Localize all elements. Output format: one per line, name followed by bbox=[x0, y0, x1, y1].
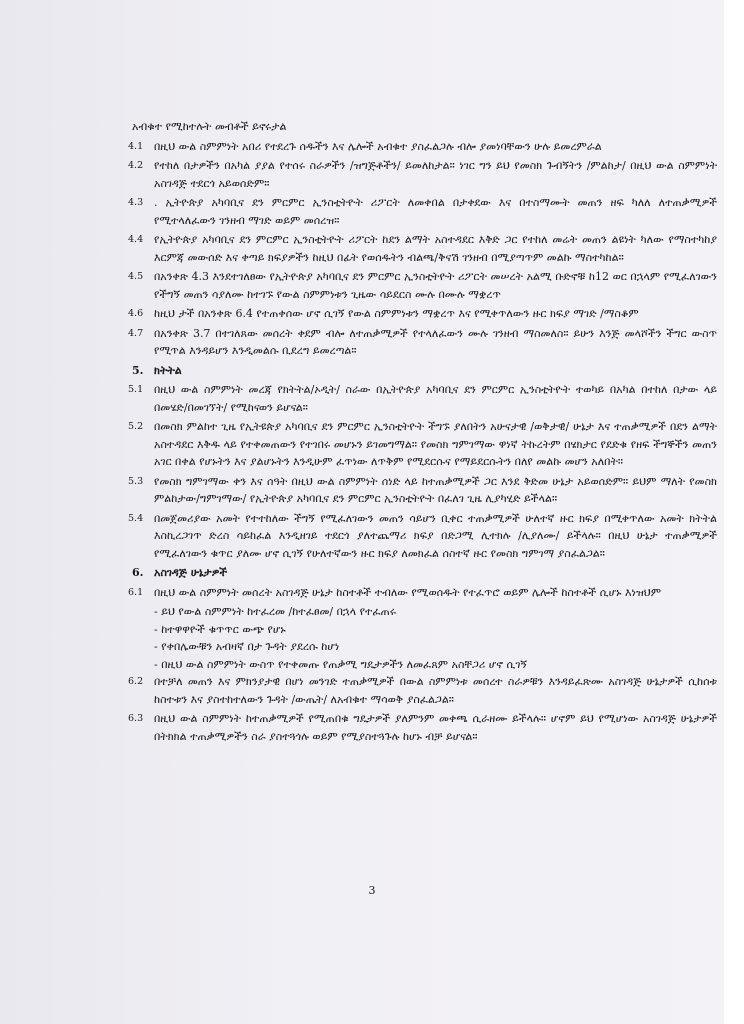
page-edge bbox=[724, 0, 744, 1024]
clause-4-6 bbox=[128, 305, 717, 323]
clause-6-1 bbox=[128, 584, 717, 602]
clause-text: በአንቀጽ 3.7 በተገለጸው መሰረት ቀደም ብሎ ለተጠቃሚዎች የተላለፈውን ሙሉ ገንዘብ ማስመለስ። ይሁን እንጅ መላሾችን ችግር ውስጥ የሚጥል እንዳይሆን እንዲመልሱ ቢደረግ ይመረጣል። bbox=[154, 326, 717, 357]
clause-text: በዚህ ውል ስምምነት አበሪ የተደረጉ ሰዱችን እና ሌሎች አብቁተ ያስፈልጋሉ ብሎ ያመነባቸውን ሁሉ ይመረምራል bbox=[154, 139, 602, 153]
clause-6-2 bbox=[128, 673, 717, 708]
clause-number: 4.3 bbox=[128, 197, 144, 208]
clause-number: 5.4 bbox=[128, 512, 144, 524]
clause-text: የመስክ ግምገማው ቀን እና ሰዓት በዚህ ውል ስምምነት ሰነድ ላይ ከተጠቃሚዎች ጋር እንደ ቅድመ ሁኔታ አይወሰድም። ይህም ማለት የመስክ ምልከታው/ግምገማው/ የኢትዮጵያ አካባቢና ደን ምርምር ኢንስቲትዮት በፈለገ ጊዜ ሊያካሂድ ይችላል። bbox=[154, 474, 717, 505]
clause-text: የተከለ በታዎችን በአካል ያያል የተሰሩ ስራዎችን /ዝግጅቶችን/ ይመለከታል። ነገር ግን ይህ የመስክ ጉብኝትን /ምልከታ/ በዚህ ውል ስምምነት አስገዳጅ ተደርጎ አይወሰድም። bbox=[154, 159, 717, 190]
clause-number: 4.4 bbox=[128, 234, 144, 245]
clause-4-2 bbox=[128, 157, 717, 192]
clause-4-4 bbox=[128, 231, 717, 266]
clause-text: ከዚህ ታች በአንቀጽ 6.4 የተጠቀሰው ሆኖ ሲገኝ የውል ስምምነቱን ማቋረጥ እና የሚቀጥለውን ዙር ክፍያ ማገድ /ማስቆም bbox=[154, 307, 639, 320]
clause-text: የኢትዮጵያ አካባቢና ደን ምርምር ኢንስቲትዮት ሪፖርት ከደን ልማት አስተዳደር እቅድ ጋር የተከለ መሬት መጠን ልዩነት ካለው የማስተካከያ እርምጃ መውሰድ እና ቀጣይ ክፍያዎችን ከዚህ በፊት የወሰዱትን ብልጫ/ቅናሽ ገንዘብ በሚያጣጥም መልኩ ማስተካከል። bbox=[154, 233, 717, 264]
clause-number: 4.1 bbox=[128, 140, 144, 152]
section-6-heading bbox=[132, 564, 717, 582]
clause-5-3 bbox=[128, 473, 717, 508]
clause-5-4 bbox=[128, 510, 717, 563]
clause-number: 6.1 bbox=[128, 586, 144, 598]
clause-number: 4.6 bbox=[128, 308, 144, 319]
clause-text: በመጀመሪያው አመት የተተከለው ችግኝ የሚፈለገውን መጠን ሳይሆን ቢቀር ተጠቃሚዎች ሁለተኛ ዙር ክፍያ በሚቀጥለው አመት ክትትል እስኪረጋገጥ ድረስ ሳይከፈል እንዲዘገይ ተደርጎ ያለተጨማሪ ክፍያ በድጋሚ ሊተክሉ /ሊያለሙ/ ይችላሉ። በዚህ ሁኔታ ተጠቃሚዎች የሚፈለገውን ቁጥር ያለሙ ሆኖ ሲገኝ የሁለተኛውን ዙር ክፍያ ለመክፈል ሰስተኛ ዙር የመስክ ግምገማ ያስፈልጋል። bbox=[154, 511, 717, 560]
clause-text: በዚህ ውል ስምምነት ከተጠቃሚዎች የሚጠበቁ ግዴታዎች ያለምንም መቀጫ ሲራዘሙ ይችላሉ። ሆኖም ይህ የሚሆነው አስገዳጅ ሁኔታዎች በትክክል ተጠቃሚዎችን ስራ ያስተጓጎሉ ወይም የሚያስተጓጉሉ ከሆኑ ብቻ ይሆናል። bbox=[154, 712, 717, 743]
bullet-item: - የቀበሌውቹን አብዛኛ በታ ጉዳት ያደረሱ ከሆነ bbox=[154, 640, 340, 653]
bullet-item: - ይህ የውል ስምምነት ከተፈረመ /ከተፈፀመ/ በኋላ የተፈጠሩ bbox=[154, 605, 397, 618]
clause-text: በመስክ ምልከተ ጊዜ የኢትዩጵያ አካባቢና ደን ምርምር ኢንስቲትዮት ችግኙ ያለበትን አሁናታዊ /ወቅታዊ/ ሁኔታ እና ተጠቃሚዎች በደን ልማት አስተዳደር እቅዱ ላይ የተቀመጠውን የተገበሩ መሆኑን ይገመግማል። የመስክ ግምገማው ዋነኛ ትኩረትም በሄክታር የደድቁ የዘፍ ችግኞችን መጠን አገር በቀል የሆኑትን እና ያልሆኑትን እንዲሁም ፈጥነው ለጥቅም የሚደርሱና የማይደርሱትን በለየ መልኩ መሆን አለበት። bbox=[154, 420, 717, 468]
clause-text: በዚህ ውል ስምምነት መሰረት አስገዳጅ ሁኔታ ከስተቶች ተብለው የሚወሰዱት የተፈጥሮ ወይም ሌሎች ከስተቶች ሲሆኑ እነዝህም bbox=[154, 585, 661, 599]
clause-number: 5.3 bbox=[128, 475, 144, 487]
clause-number: 5.2 bbox=[128, 421, 144, 432]
clause-number: 6.3 bbox=[128, 713, 144, 724]
section-number: 5. bbox=[132, 363, 144, 377]
clause-text: በተቻለ መጠን እና ምክንያታዊ በሆነ መንገድ ተጠቃሚዎች በውል ስምምነቱ መሰረተ ስራዎቹን እንዳይፈጽሙ አስገዳጅ ሁኔታዎች ሲከሰቱ ከስተቱን እና ያስተከተለውን ጉዳት /ውጤት/ ለአብቁተ ማሳወቅ ያስፈልጋል። bbox=[154, 675, 717, 706]
page-number: 3 bbox=[368, 884, 376, 897]
bullet-item: - በዚህ ውል ስምምነት ውስጥ የተቀመጡ የጠቃሚ ግዴታዎችን ለመፈጸም አስቸጋሪ ሆኖ ሲገኝ bbox=[154, 657, 527, 671]
clause-5-1 bbox=[128, 381, 717, 416]
section-title: ክትትል bbox=[154, 363, 182, 377]
clause-number: 4.5 bbox=[128, 271, 144, 282]
clause-text: በአንቀጽ 4.3 እንደተገለፀው የኢትዮጵያ አካባቢና ደን ምርምር ኢንስቲትዮት ሪፖርት መሠረት አልሚ ቡድኖቹ ከ12 ወር በኋላም የሚፈለገውን የችግኝ መጠን ሳያለሙ ከተገኙ የውል ስምምነቱን ጊዜው ሳይደርስ ሙሉ በሙሉ ማቋረጥ bbox=[154, 270, 717, 301]
clause-number: 4.7 bbox=[128, 327, 144, 339]
clause-number: 6.2 bbox=[128, 676, 144, 687]
clause-4-5 bbox=[128, 268, 717, 303]
bullet-item: - ከተዋዋዮች ቁጥጥር ውጭ የሆኑ bbox=[154, 622, 286, 636]
clause-4-3 bbox=[128, 194, 717, 229]
clause-text: በዚህ ውል ስምምነት መረጃ የክትትል/ኦዲት/ ስራው በኢትዮጵያ አካባቢና ደን ምርምር ኢንስቲትዮት ተወካይ በአካል በተከለ በታው ላይ በመሄድ/በመገኘት/ የሚከናወን ይሆናል። bbox=[154, 383, 717, 414]
clause-5-2 bbox=[128, 418, 717, 471]
clause-6-3 bbox=[128, 710, 717, 745]
document-body bbox=[128, 118, 717, 747]
clause-number: 4.2 bbox=[128, 160, 144, 171]
clause-text: . ኢትዮጵያ አካባቢና ደን ምርምር ኢንስቲትዮት ሪፖርት ለመቀበል በታቀደው እና በተስማሙት መጠን ዘፍ ካለለ ለተጠቃሚዎች የሚተላለፈውን ገንዘብ ማገድ ወይም መሰረዝ። bbox=[154, 196, 717, 227]
intro-line: አብቁተ የሚከተሉት መብቶች ይኖሩታል bbox=[132, 120, 287, 133]
clause-number: 5.1 bbox=[128, 384, 144, 395]
section-title: አስገዳጅ ሁኔታዎች bbox=[154, 566, 228, 579]
section-number: 6. bbox=[132, 566, 144, 579]
clause-4-7 bbox=[128, 325, 717, 360]
clause-4-1 bbox=[128, 138, 717, 156]
section-5-heading bbox=[132, 362, 717, 380]
